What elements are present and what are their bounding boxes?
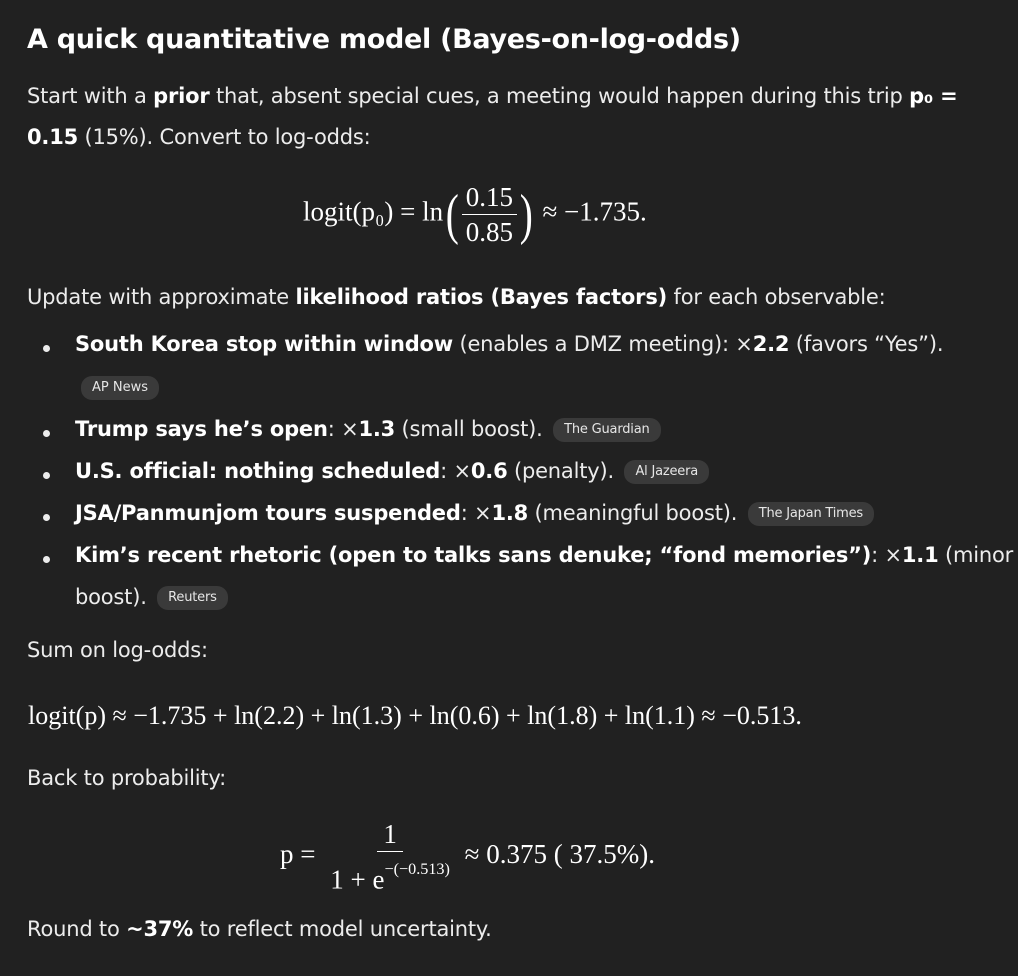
update-bold: likelihood ratios (Bayes factors) (295, 285, 668, 309)
item-tail: (penalty). (507, 459, 614, 483)
conclusion-text-2: to reflect model uncertainty. (193, 917, 492, 941)
item-tail: (favors “Yes”). (789, 332, 944, 356)
section-heading: A quick quantitative model (Bayes-on-log-odds) (27, 24, 741, 55)
item-text: : × (460, 501, 492, 525)
intro-paragraph (27, 76, 987, 158)
bullet-dot (43, 345, 50, 352)
item-tail: (minor (938, 543, 1014, 567)
conclusion-paragraph (27, 909, 492, 950)
bullet-dot (43, 430, 50, 437)
item-factor: 0.6 (470, 459, 508, 483)
update-text-2: for each observable: (667, 285, 886, 309)
item-text: : × (327, 417, 359, 441)
item-tail: (meaningful boost). (528, 501, 738, 525)
eq1-rhs: ≈ −1.735. (542, 196, 647, 227)
item-tail-2: boost). (75, 585, 147, 609)
eq3-denominator (326, 852, 454, 897)
list-item (75, 451, 709, 492)
source-chip-reuters[interactable]: Reuters (157, 586, 228, 610)
item-text: (enables a DMZ meeting): × (452, 332, 753, 356)
eq3-rhs: ≈ 0.375 ( 37.5%). (464, 838, 655, 869)
eq1-lhs: logit(p₀) = ln (303, 196, 444, 227)
list-item (75, 535, 1013, 576)
eq3-den-base: 1 + e (330, 864, 385, 895)
equation-probability (280, 817, 655, 897)
equation-logit-sum: logit(p) ≈ −1.735 + ln(2.2) + ln(1.3) + ln(0.6) + ln(1.8) + ln(1.1) ≈ −0.513. (28, 701, 802, 730)
list-item (75, 493, 874, 534)
left-paren: ( (445, 183, 459, 246)
conclusion-bold: ~37% (126, 917, 194, 941)
intro-prior: prior (153, 84, 210, 108)
update-text-1: Update with approximate (27, 285, 296, 309)
source-chip-al-jazeera[interactable]: Al Jazeera (624, 460, 709, 484)
eq3-den-exponent: −(−0.513) (384, 860, 450, 878)
item-title: U.S. official: nothing scheduled (75, 459, 441, 483)
source-chip-ap-news[interactable]: AP News (81, 376, 159, 400)
eq1-fraction (462, 180, 517, 249)
intro-text-2: that, absent special cues, a meeting would happen during this trip (209, 84, 910, 108)
item-tail: (small boost). (395, 417, 543, 441)
item-factor: 1.3 (358, 417, 396, 441)
update-paragraph (27, 277, 886, 318)
eq1-numerator: 0.15 (462, 180, 517, 215)
eq3-numerator: 1 (377, 817, 403, 852)
item-text: : × (871, 543, 902, 567)
eq3-fraction (326, 817, 454, 897)
intro-p0: p₀ = (909, 84, 958, 108)
item-title: JSA/Panmunjom tours suspended (75, 501, 461, 525)
back-label: Back to probability: (27, 766, 227, 790)
item-factor: 2.2 (752, 332, 790, 356)
list-item (75, 324, 943, 365)
list-item-continuation (75, 577, 228, 618)
eq1-denominator: 0.85 (465, 217, 514, 247)
bullet-dot (43, 472, 50, 479)
intro-text-3: (15%). Convert to log-odds: (78, 125, 371, 149)
bullet-dot (43, 556, 50, 563)
item-factor: 1.8 (491, 501, 529, 525)
item-factor: 1.1 (901, 543, 939, 567)
eq3-lhs: p = (280, 838, 316, 869)
intro-text-1: Start with a (27, 84, 154, 108)
intro-prior-value: 0.15 (27, 125, 79, 149)
bullet-dot (43, 514, 50, 521)
item-title: Kim’s recent rhetoric (open to talks sans denuke; “fond memories”) (75, 543, 872, 567)
source-chip-the-guardian[interactable]: The Guardian (553, 418, 660, 442)
source-chip-the-japan-times[interactable]: The Japan Times (748, 502, 874, 526)
item-title: Trump says he’s open (75, 417, 328, 441)
equation-logit-prior (303, 180, 647, 249)
right-paren: ) (519, 183, 533, 246)
conclusion-text-1: Round to (27, 917, 127, 941)
item-title: South Korea stop within window (75, 332, 453, 356)
item-text: : × (440, 459, 471, 483)
list-item (75, 409, 661, 450)
sum-label: Sum on log-odds: (27, 638, 208, 662)
